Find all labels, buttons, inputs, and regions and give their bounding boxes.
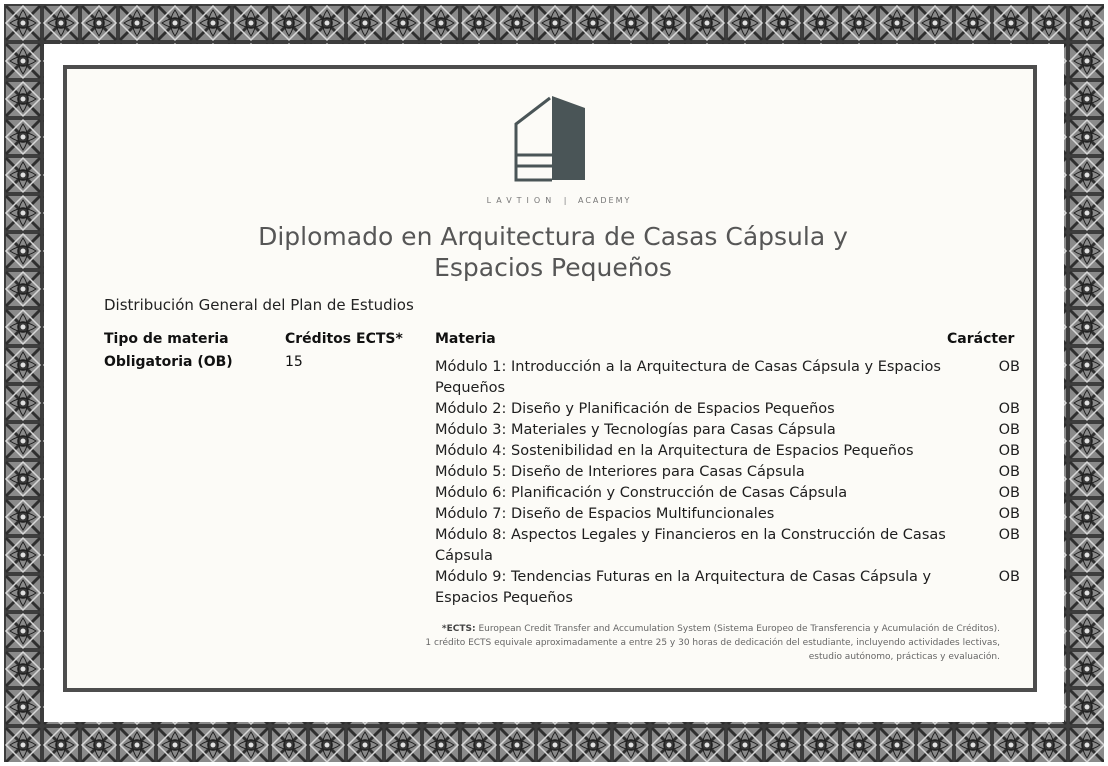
brand-academy: ACADEMY — [578, 196, 632, 205]
header-tipo: Tipo de materia — [104, 331, 229, 347]
module-caracter: OB — [998, 527, 1020, 543]
module-name: Módulo 2: Diseño y Planificación de Espacios Pequeños — [435, 401, 835, 417]
module-row — [435, 357, 1020, 399]
footnote-label: *ECTS: — [441, 624, 476, 634]
modules-list — [435, 357, 1020, 609]
section-subtitle: Distribución General del Plan de Estudios — [104, 296, 414, 314]
header-materia: Materia — [435, 331, 496, 347]
module-caracter: OB — [998, 506, 1020, 522]
logo — [67, 94, 1033, 205]
module-name: Módulo 9: Tendencias Futuras en la Arquitectura de Casas Cápsula y Espacios Pequeños — [435, 569, 932, 606]
building-logo-icon — [512, 94, 588, 184]
module-name: Módulo 6: Planificación y Construcción de Casas Cápsula — [435, 485, 848, 501]
module-row — [435, 525, 1020, 567]
module-caracter: OB — [998, 443, 1020, 459]
footnote-line2: 1 crédito ECTS equivale aproximadamente a entre 25 y 30 horas de dedicación del estudiante, incluyendo actividades lectivas, estudio autónomo, prácticas y evaluación. — [425, 638, 1000, 662]
header-caracter: Carácter — [947, 331, 1015, 347]
module-caracter: OB — [998, 485, 1020, 501]
module-row — [435, 483, 1020, 504]
module-caracter: OB — [998, 401, 1020, 417]
module-name: Módulo 8: Aspectos Legales y Financieros en la Construcción de Casas Cápsula — [435, 527, 946, 564]
module-name: Módulo 1: Introducción a la Arquitectura de Casas Cápsula y Espacios Pequeños — [435, 359, 941, 396]
footnote-line1: European Credit Transfer and Accumulation System (Sistema Europeo de Transferencia y Acumulación de Créditos). — [478, 624, 1000, 634]
module-name: Módulo 4: Sostenibilidad en la Arquitectura de Espacios Pequeños — [435, 443, 914, 459]
program-title: Diplomado en Arquitectura de Casas Cápsula y Espacios Pequeños — [258, 222, 848, 282]
module-name: Módulo 3: Materiales y Tecnologías para Casas Cápsula — [435, 422, 836, 438]
certificate-panel — [63, 65, 1037, 692]
header-creditos: Créditos ECTS* — [285, 331, 403, 347]
module-caracter: OB — [998, 464, 1020, 480]
brand-name: LAVTION — [486, 196, 557, 205]
tipo-value: Obligatoria (OB) — [104, 354, 233, 370]
module-caracter: OB — [998, 422, 1020, 438]
module-name: Módulo 5: Diseño de Interiores para Casas Cápsula — [435, 464, 805, 480]
module-caracter: OB — [998, 359, 1020, 375]
ects-footnote — [397, 622, 1000, 664]
module-caracter: OB — [998, 569, 1020, 585]
creditos-value: 15 — [285, 354, 303, 370]
module-row — [435, 441, 1020, 462]
module-row — [435, 399, 1020, 420]
module-row — [435, 420, 1020, 441]
module-row — [435, 504, 1020, 525]
brand-wordmark — [67, 196, 1033, 205]
module-name: Módulo 7: Diseño de Espacios Multifuncionales — [435, 506, 775, 522]
module-row — [435, 567, 1020, 609]
brand-separator: | — [563, 196, 567, 205]
module-row — [435, 462, 1020, 483]
